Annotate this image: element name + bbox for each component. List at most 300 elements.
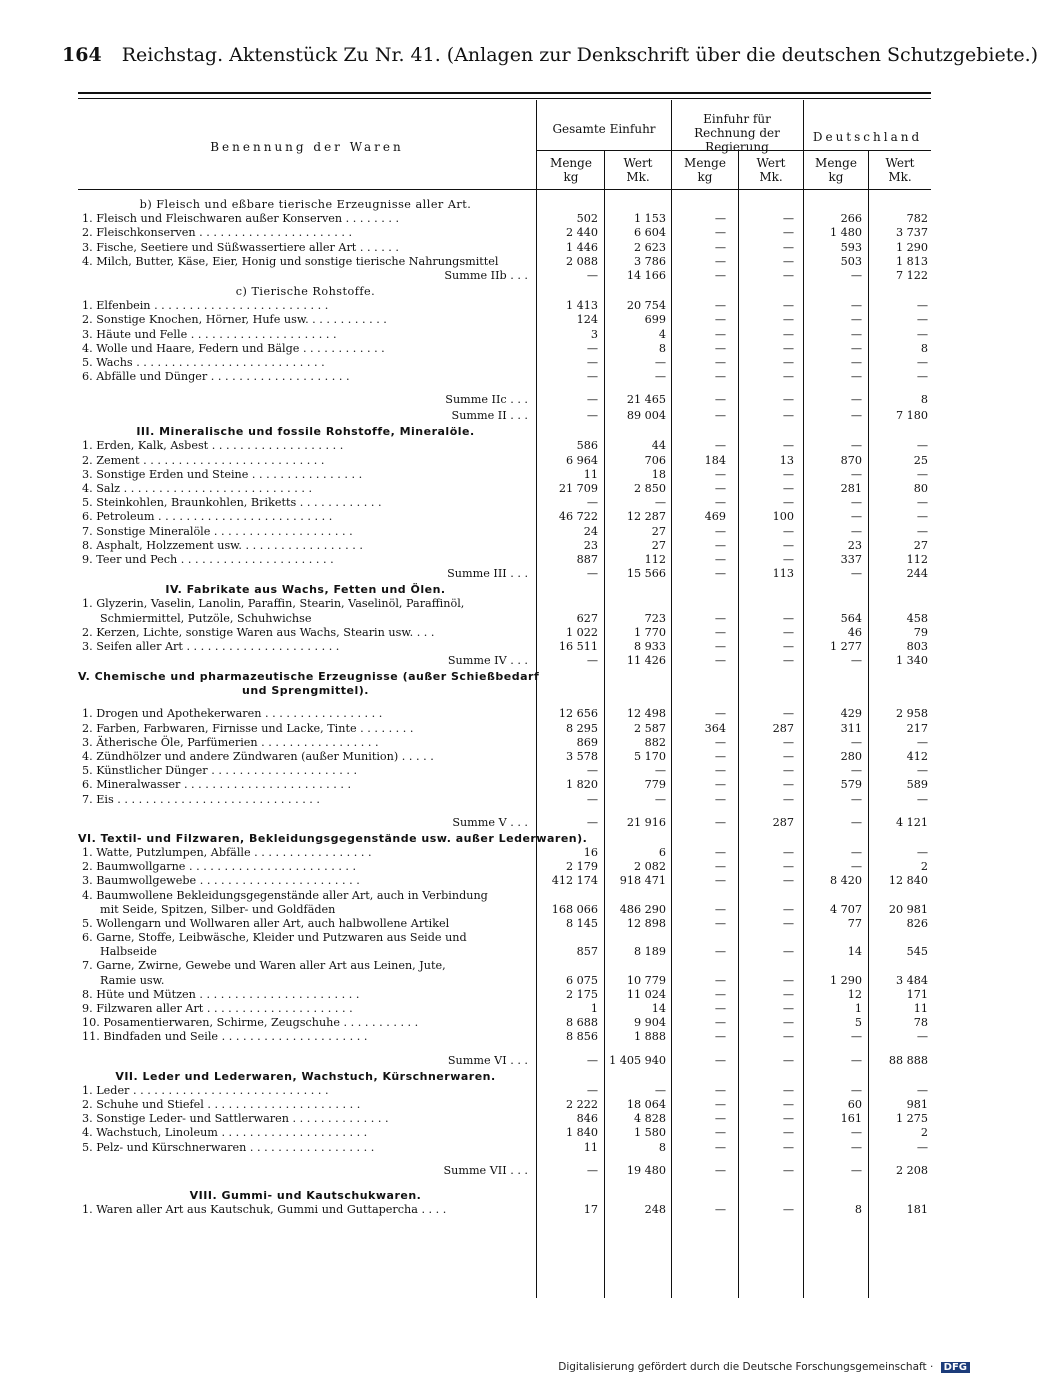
menge-header-1: Menge kg (550, 156, 592, 184)
table-row (78, 860, 931, 874)
row-label: 9. Filzwaren aller Art . . . . . . . . . . . . . . . . . . . . . (82, 1002, 353, 1015)
cell-value: 12 898 (626, 916, 666, 930)
cell-value: 12 656 (558, 707, 598, 721)
cell-value: 25 (913, 453, 928, 467)
cell-value: — (714, 538, 726, 552)
row-label: 2. Schuhe und Stiefel . . . . . . . . . . . . . . . . . . . . . . (82, 1097, 361, 1111)
cell-value: — (782, 355, 794, 369)
cell-value: — (850, 313, 862, 327)
cell-value: — (782, 268, 794, 282)
cell-value: 280 (840, 750, 862, 763)
cell-value: — (714, 212, 726, 226)
cell-value: 8 (854, 1202, 862, 1216)
cell-value: — (714, 1202, 726, 1216)
cell-value: — (782, 254, 794, 268)
cell-value: — (714, 1097, 726, 1111)
cell-value: — (782, 341, 794, 355)
cell-value: 869 (576, 735, 598, 749)
row-label: 1. Glyzerin, Vaselin, Lanolin, Paraffin, Stearin, Vaselinöl, Paraffinöl, (82, 597, 465, 611)
cell-value: 3 (590, 327, 598, 341)
cell-value: 79 (913, 625, 928, 639)
row-label: Summe IV . . . (447, 654, 528, 668)
table-row (78, 1203, 931, 1217)
row-label: 10. Posamentierwaren, Schirme, Zeugschuhe . . . . . . . . . . . (82, 1016, 419, 1030)
sum-row (78, 567, 931, 583)
cell-value: — (782, 654, 794, 668)
row-label: 2. Farben, Farbwaren, Firnisse und Lacke, Tinte . . . . . . . . (82, 721, 414, 735)
table-row (78, 328, 931, 342)
table-row (78, 496, 931, 510)
cell-value: — (714, 299, 726, 313)
row-label: 3. Sonstige Leder- und Sattlerwaren . . . . . . . . . . . . . . (82, 1112, 389, 1126)
cell-value: — (714, 750, 726, 763)
cell-value: — (782, 538, 794, 552)
cell-value: — (714, 639, 726, 653)
cell-value: — (850, 299, 862, 313)
row-label: 3. Sonstige Erden und Steine . . . . . . . . . . . . . . . . (82, 467, 363, 481)
cell-value: 5 (854, 1016, 862, 1030)
row-label: Summe V . . . (452, 815, 528, 829)
cell-value: — (714, 1002, 726, 1015)
cell-value: — (782, 1002, 794, 1015)
cell-value: — (714, 874, 726, 888)
cell-value: 1 (590, 1002, 598, 1015)
table-row (78, 917, 931, 931)
row-label: 4. Salz . . . . . . . . . . . . . . . . . . . . . . . . . . . (82, 482, 313, 495)
cell-value: 1 580 (633, 1126, 666, 1140)
cell-value: — (654, 355, 666, 369)
cell-value: 779 (644, 778, 666, 792)
table-row (78, 510, 931, 524)
table-body (78, 198, 931, 1217)
row-label: Summe II . . . (451, 409, 528, 423)
row-label: b) Fleisch und eßbare tierische Erzeugnisse aller Art. (139, 198, 472, 211)
row-label: 4. Zündhölzer und andere Zündwaren (außer Munition) . . . . . (82, 750, 434, 763)
cell-value: — (714, 1140, 726, 1154)
cell-value: 589 (906, 778, 928, 792)
sum-row (78, 1054, 931, 1070)
regierung-header: Einfuhr für Rechnung der Regierung (694, 112, 780, 154)
table-row (78, 612, 931, 626)
cell-value: — (714, 313, 726, 327)
table-row (78, 1016, 931, 1030)
cell-value: 1 275 (895, 1112, 928, 1126)
cell-value: 8 (658, 1140, 666, 1154)
cell-value: — (586, 764, 598, 778)
cell-value: 124 (576, 313, 598, 327)
cell-value: — (782, 467, 794, 481)
cell-value: 429 (840, 707, 862, 721)
row-label: 1. Watte, Putzlumpen, Abfälle . . . . . . . . . . . . . . . . . (82, 845, 372, 859)
cell-value: — (782, 240, 794, 254)
section-heading (78, 670, 931, 684)
cell-value: — (586, 1163, 598, 1177)
row-label: VIII. Gummi- und Kautschukwaren. (189, 1188, 422, 1202)
cell-value: — (714, 355, 726, 369)
cell-value: 1 770 (633, 625, 666, 639)
table-row (78, 778, 931, 792)
row-label: 1. Drogen und Apothekerwaren . . . . . . . . . . . . . . . . . (82, 707, 383, 721)
row-label: 1. Erden, Kalk, Asbest . . . . . . . . . . . . . . . . . . . (82, 439, 344, 453)
cell-value: 27 (651, 538, 666, 552)
cell-value: 17 (583, 1202, 598, 1216)
table-row (78, 454, 931, 468)
cell-value: — (714, 240, 726, 254)
table-row (78, 255, 931, 269)
cell-value: — (850, 567, 862, 581)
cell-value: — (782, 1140, 794, 1154)
section-heading (78, 198, 931, 212)
cell-value: — (714, 409, 726, 423)
gesamt-header: Gesamte Einfuhr (552, 122, 656, 136)
cell-value: — (782, 327, 794, 341)
cell-value: — (850, 327, 862, 341)
table-row (78, 525, 931, 539)
sum-row (78, 654, 931, 670)
table-row (78, 889, 931, 903)
cell-value: 4 707 (829, 902, 862, 916)
cell-value: 870 (840, 453, 862, 467)
cell-value: — (714, 707, 726, 721)
cell-value: — (916, 1083, 928, 1097)
cell-value: 337 (840, 552, 862, 566)
header-title: Reichstag. Aktenstück Zu Nr. 41. (Anlagen zur Denkschrift über die deutschen Schutzgebiete.) (121, 44, 1038, 66)
cell-value: — (850, 860, 862, 874)
table-row (78, 342, 931, 356)
cell-value: 2 088 (565, 254, 598, 268)
cell-value: 8 420 (829, 874, 862, 888)
cell-value: — (916, 735, 928, 749)
cell-value: — (850, 1030, 862, 1044)
cell-value: — (850, 735, 862, 749)
table-row (78, 1141, 931, 1155)
cell-value: 882 (644, 735, 666, 749)
row-label: V. Chemische und pharmazeutische Erzeugnisse (außer Schießbedarf (78, 670, 540, 684)
header-rule-bottom (78, 98, 931, 99)
cell-value: 1 413 (565, 299, 598, 313)
cell-value: 706 (644, 453, 666, 467)
cell-value: 112 (906, 552, 928, 566)
table-row (78, 722, 931, 736)
row-label: Summe III . . . (447, 567, 528, 581)
table-row (78, 468, 931, 482)
row-label: 5. Steinkohlen, Braunkohlen, Briketts . . . . . . . . . . . . (82, 496, 382, 510)
cell-value: 2 208 (895, 1163, 928, 1177)
cell-value: 46 722 (558, 510, 598, 524)
cell-value: 3 786 (633, 254, 666, 268)
cell-value: 1 022 (565, 625, 598, 639)
table-row (78, 1112, 931, 1126)
row-label: 3. Baumwollgewebe . . . . . . . . . . . . . . . . . . . . . . . (82, 874, 360, 888)
cell-value: 8 933 (633, 639, 666, 653)
cell-value: 2 179 (565, 860, 598, 874)
row-label: mit Seide, Spitzen, Silber- und Goldfäden (100, 902, 336, 916)
cell-value: — (782, 611, 794, 625)
cell-value: 24 (583, 524, 598, 538)
cell-value: — (850, 1126, 862, 1140)
row-label: 11. Bindfaden und Seile . . . . . . . . . . . . . . . . . . . . . (82, 1030, 368, 1044)
cell-value: — (916, 467, 928, 481)
row-label: 7. Garne, Zwirne, Gewebe und Waren aller Art aus Leinen, Jute, (82, 959, 446, 973)
cell-value: 60 (847, 1097, 862, 1111)
cell-value: — (850, 1083, 862, 1097)
cell-value: — (586, 496, 598, 510)
page-number: 164 (62, 44, 102, 66)
row-label: 6. Garne, Stoffe, Leibwäsche, Kleider und Putzwaren aus Seide und (82, 931, 467, 945)
row-label: 4. Baumwollene Bekleidungsgegenstände aller Art, auch in Verbindung (82, 888, 488, 902)
table-row (78, 988, 931, 1002)
cell-value: — (586, 341, 598, 355)
cell-value: 2 222 (565, 1097, 598, 1111)
cell-value: — (714, 567, 726, 581)
cell-value: — (850, 815, 862, 829)
table-row (78, 539, 931, 553)
cell-value: 1 820 (565, 778, 598, 792)
cell-value: 184 (704, 453, 726, 467)
cell-value: — (782, 792, 794, 806)
cell-value: 826 (906, 916, 928, 930)
cell-value: 14 166 (626, 268, 666, 282)
sum-row (78, 1164, 931, 1180)
cell-value: 8 (658, 341, 666, 355)
cell-value: 564 (840, 611, 862, 625)
cell-value: 2 958 (895, 707, 928, 721)
cell-value: 3 578 (565, 750, 598, 763)
cell-value: 89 004 (626, 409, 666, 423)
cell-value: 244 (906, 567, 928, 581)
cell-value: — (782, 313, 794, 327)
cell-value: 1 277 (829, 639, 862, 653)
cell-value: 2 (920, 1126, 928, 1140)
cell-value: 699 (644, 313, 666, 327)
table-row (78, 370, 931, 384)
row-label: 1. Leder . . . . . . . . . . . . . . . . . . . . . . . . . . . . (82, 1083, 329, 1097)
cell-value: — (850, 764, 862, 778)
cell-value: — (850, 393, 862, 407)
cell-value: — (916, 792, 928, 806)
cell-value: 469 (704, 510, 726, 524)
row-label: 7. Eis . . . . . . . . . . . . . . . . . . . . . . . . . . . . . (82, 792, 320, 806)
cell-value: — (916, 327, 928, 341)
cell-value: 181 (906, 1202, 928, 1216)
cell-value: 503 (840, 254, 862, 268)
cell-value: 16 511 (558, 639, 598, 653)
cell-value: — (782, 1097, 794, 1111)
cell-value: 1 340 (895, 654, 928, 668)
cell-value: 8 145 (565, 916, 598, 930)
row-label: 3. Ätherische Öle, Parfümerien . . . . . . . . . . . . . . . . . (82, 735, 379, 749)
cell-value: — (782, 1016, 794, 1030)
cell-value: 6 604 (633, 226, 666, 240)
cell-value: — (586, 1053, 598, 1067)
cell-value: 1 840 (565, 1126, 598, 1140)
cell-value: — (714, 625, 726, 639)
cell-value: 78 (913, 1016, 928, 1030)
cell-value: 161 (840, 1112, 862, 1126)
cell-value: 9 904 (633, 1016, 666, 1030)
cell-value: 7 180 (895, 409, 928, 423)
cell-value: 11 024 (626, 987, 666, 1001)
cell-value: 11 426 (626, 654, 666, 668)
cell-value: 1 405 940 (609, 1053, 666, 1067)
cell-value: 287 (772, 721, 794, 735)
cell-value: — (654, 792, 666, 806)
cell-value: 8 (920, 393, 928, 407)
row-label: VI. Textil- und Filzwaren, Bekleidungsgegenstände usw. außer Lederwaren). (78, 831, 588, 845)
cell-value: — (714, 393, 726, 407)
cell-value: 311 (840, 721, 862, 735)
dfg-logo: DFG (941, 1362, 970, 1373)
sum-row (78, 409, 931, 425)
cell-value: 2 175 (565, 987, 598, 1001)
cell-value: 4 828 (633, 1112, 666, 1126)
cell-value: 13 (779, 453, 794, 467)
row-label: Summe IIc . . . (445, 393, 528, 407)
cell-value: — (714, 341, 726, 355)
cell-value: 77 (847, 916, 862, 930)
cell-value: — (782, 496, 794, 510)
cell-value: — (714, 735, 726, 749)
cell-value: — (586, 370, 598, 384)
cell-value: — (714, 1163, 726, 1177)
spacer (78, 1045, 931, 1054)
table-row (78, 793, 931, 807)
spacer (78, 1180, 931, 1189)
cell-value: 12 840 (888, 874, 928, 888)
cell-value: 4 (658, 327, 666, 341)
cell-value: 112 (644, 552, 666, 566)
cell-value: 2 850 (633, 482, 666, 495)
table-row (78, 1030, 931, 1044)
cell-value: 723 (644, 611, 666, 625)
cell-value: 12 287 (626, 510, 666, 524)
row-label: 7. Sonstige Mineralöle . . . . . . . . . . . . . . . . . . . . (82, 524, 353, 538)
wert-header-1: Wert Mk. (623, 156, 653, 184)
cell-value: — (782, 1083, 794, 1097)
cell-value: — (850, 409, 862, 423)
cell-value: — (782, 1053, 794, 1067)
cell-value: — (654, 764, 666, 778)
cell-value: 7 122 (895, 268, 928, 282)
cell-value: — (782, 226, 794, 240)
cell-value: 887 (576, 552, 598, 566)
cell-value: — (916, 524, 928, 538)
cell-value: — (850, 792, 862, 806)
cell-value: 100 (772, 510, 794, 524)
cell-value: 88 888 (888, 1053, 928, 1067)
table-row (78, 945, 931, 959)
cell-value: 11 (583, 467, 598, 481)
cell-value: 18 064 (626, 1097, 666, 1111)
row-label: 5. Wollengarn und Wollwaren aller Art, auch halbwollene Artikel (82, 916, 450, 930)
cell-value: — (782, 1030, 794, 1044)
cell-value: — (916, 764, 928, 778)
cell-value: 1 888 (633, 1030, 666, 1044)
cell-value: — (714, 482, 726, 495)
table-row (78, 439, 931, 453)
cell-value: — (850, 439, 862, 453)
cell-value: — (850, 268, 862, 282)
cell-value: 15 566 (626, 567, 666, 581)
cell-value: 80 (913, 482, 928, 495)
cell-value: 21 709 (558, 482, 598, 495)
cell-value: — (714, 778, 726, 792)
cell-value: 113 (772, 567, 794, 581)
row-label: 3. Häute und Felle . . . . . . . . . . . . . . . . . . . . . (82, 327, 337, 341)
cell-value: — (714, 1112, 726, 1126)
cell-value: — (850, 370, 862, 384)
row-label: VII. Leder und Lederwaren, Wachstuch, Kürschnerwaren. (115, 1069, 496, 1083)
cell-value: — (714, 987, 726, 1001)
table-row (78, 241, 931, 255)
cell-value: 18 (651, 467, 666, 481)
cell-value: — (916, 510, 928, 524)
cell-value: — (916, 370, 928, 384)
cell-value: — (714, 467, 726, 481)
table-row (78, 1098, 931, 1112)
cell-value: 1 153 (633, 212, 666, 226)
cell-value: 8 295 (565, 721, 598, 735)
cell-value: — (782, 524, 794, 538)
cell-value: — (714, 268, 726, 282)
cell-value: — (782, 750, 794, 763)
cell-value: — (782, 764, 794, 778)
section-heading (78, 285, 931, 299)
cell-value: — (850, 845, 862, 859)
row-label: c) Tierische Rohstoffe. (235, 284, 376, 298)
cell-value: 458 (906, 611, 928, 625)
table-row (78, 750, 931, 764)
section-heading (78, 684, 931, 698)
row-label: 2. Kerzen, Lichte, sonstige Waren aus Wachs, Stearin usw. . . . (82, 625, 435, 639)
cell-value: 6 964 (565, 453, 598, 467)
cell-value: 266 (840, 212, 862, 226)
cell-value: 16 (583, 845, 598, 859)
cell-value: — (850, 1053, 862, 1067)
cell-value: — (916, 355, 928, 369)
table-row (78, 299, 931, 313)
table-row (78, 482, 931, 496)
cell-value: 918 471 (619, 874, 666, 888)
cell-value: 27 (651, 524, 666, 538)
cell-value: 4 121 (895, 815, 928, 829)
cell-value: 27 (913, 538, 928, 552)
cell-value: — (714, 916, 726, 930)
cell-value: 5 170 (633, 750, 666, 763)
cell-value: — (782, 552, 794, 566)
cell-value: — (586, 268, 598, 282)
cell-value: — (714, 439, 726, 453)
cell-value: 412 174 (551, 874, 598, 888)
spacer (78, 384, 931, 393)
cell-value: 248 (644, 1202, 666, 1216)
cell-value: 2 623 (633, 240, 666, 254)
cell-value: 8 (920, 341, 928, 355)
table-row (78, 874, 931, 888)
row-label: 5. Pelz- und Kürschnerwaren . . . . . . . . . . . . . . . . . . (82, 1140, 375, 1154)
cell-value: — (586, 393, 598, 407)
table-row (78, 903, 931, 917)
cell-value: — (586, 654, 598, 668)
cell-value: 6 (658, 845, 666, 859)
cell-value: — (782, 625, 794, 639)
cell-value: — (782, 778, 794, 792)
cell-value: — (850, 1163, 862, 1177)
section-heading (78, 425, 931, 439)
cell-value: — (714, 845, 726, 859)
cell-value: — (714, 973, 726, 987)
cell-value: 1 480 (829, 226, 862, 240)
